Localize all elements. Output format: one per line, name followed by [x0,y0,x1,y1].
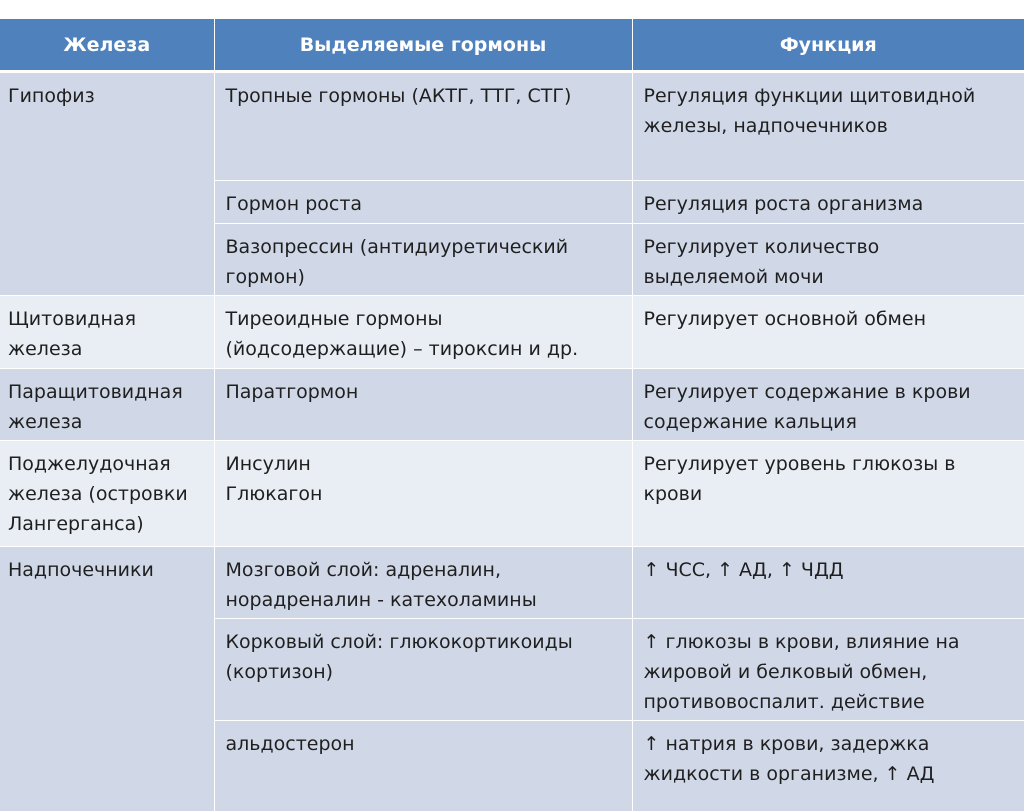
gland-cell [0,296,214,369]
hormone-cell [214,296,632,369]
table-row [0,547,1024,619]
function-text: жидкости в организме, ↑ АД [643,763,935,785]
hormone-text: Глюкагон [225,483,323,505]
gland-cell [0,547,214,811]
gland-text: железа [8,411,83,433]
hormone-cell [214,72,632,181]
function-text: крови [643,483,703,505]
function-text: Регулирует основной обмен [643,308,927,330]
function-text: противовоспалит. действие [643,691,925,713]
gland-text: железа [8,338,83,360]
function-text: содержание кальция [643,411,857,433]
gland-text: Поджелудочная [8,453,171,475]
function-text: Регулирует содержание в крови [643,381,971,403]
function-text: ↑ ЧСС, ↑ АД, ↑ ЧДД [643,559,844,581]
function-text: ↑ натрия в крови, задержка [643,733,930,755]
function-cell [632,441,1024,547]
hormone-text: (кортизон) [225,661,334,683]
gland-text: Паращитовидная [8,381,183,403]
hormone-text: (йодсодержащие) – тироксин и др. [225,338,579,360]
function-cell [632,296,1024,369]
hormone-text: Тропные гормоны (АКТГ, ТТГ, СТГ) [225,85,572,107]
function-text: жировой и белковый обмен, [643,661,928,683]
hormone-cell [214,224,632,296]
hormone-cell [214,619,632,721]
hormone-text: гормон) [225,266,305,288]
function-text: Регулирует количество [643,236,880,258]
function-text: Регулирует уровень глюкозы в [643,453,956,475]
function-text: Регуляция роста организма [643,193,924,215]
table-row [0,441,1024,547]
header-hormones: Выделяемые гормоны [214,19,632,72]
table-row [0,72,1024,181]
gland-cell [0,441,214,547]
function-cell [632,547,1024,619]
hormone-cell [214,721,632,811]
function-text: Регуляция функции щитовидной [643,85,976,107]
gland-text: железа (островки [8,483,188,505]
gland-text: Лангерганса) [8,513,144,535]
function-text: железы, надпочечников [643,115,888,137]
hormone-text: Паратгормон [225,381,359,403]
function-text: ↑ глюкозы в крови, влияние на [643,631,960,653]
function-cell [632,224,1024,296]
header-function: Функция [632,19,1024,72]
hormone-cell [214,547,632,619]
gland-cell [0,72,214,296]
hormone-text: Гормон роста [225,193,363,215]
hormone-text: Корковый слой: глюкокортикоиды [225,631,573,653]
function-cell [632,619,1024,721]
header-gland: Железа [0,19,214,72]
gland-cell [0,369,214,441]
hormone-text: Инсулин [225,453,311,475]
header-row [0,19,1024,72]
function-cell [632,369,1024,441]
hormone-text: Мозговой слой: адреналин, [225,559,501,581]
hormone-cell [214,441,632,547]
hormone-cell [214,369,632,441]
hormone-text: Вазопрессин (антидиуретический [225,236,569,258]
hormone-cell [214,181,632,224]
function-cell [632,72,1024,181]
table-row [0,296,1024,369]
gland-text: Щитовидная [8,308,136,330]
table-row [0,369,1024,441]
function-cell [632,721,1024,811]
hormone-text: Тиреоидные гормоны [225,308,443,330]
function-cell [632,181,1024,224]
gland-text: Надпочечники [8,559,154,581]
gland-text: Гипофиз [8,85,95,107]
hormone-text: альдостерон [225,733,355,755]
hormone-text: норадреналин - катехоламины [225,589,537,611]
endocrine-glands-table [0,19,1024,811]
function-text: выделяемой мочи [643,266,824,288]
